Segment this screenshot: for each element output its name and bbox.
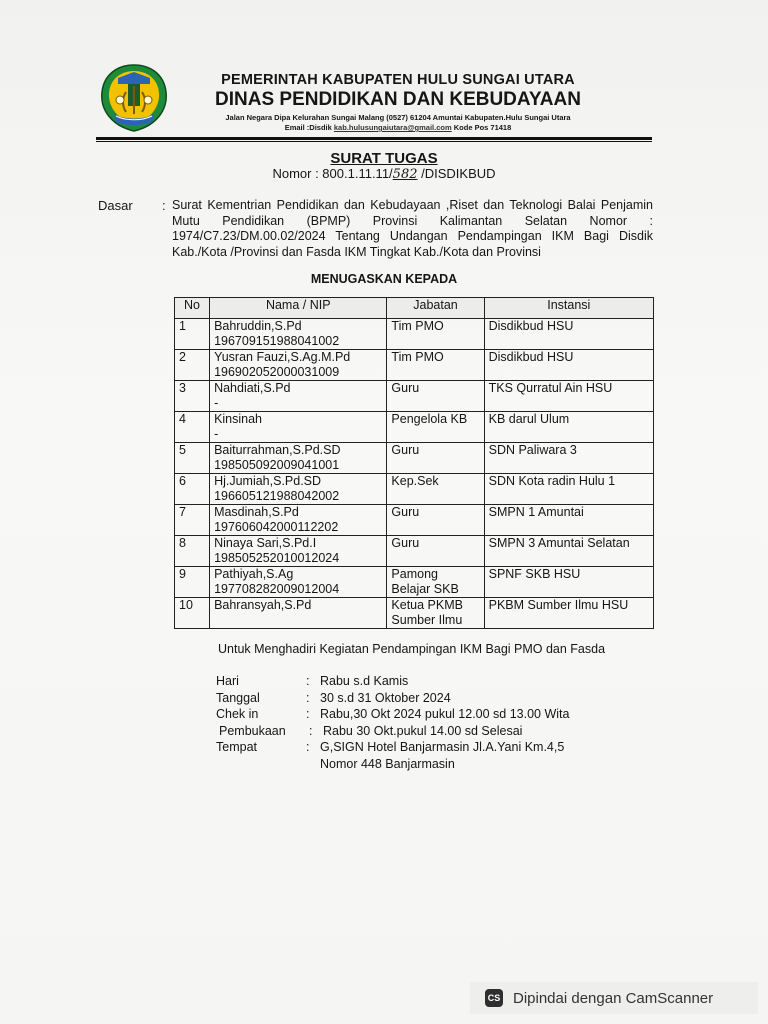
table-row [175, 567, 654, 598]
cell-jabatan-text: Tim PMO [391, 350, 444, 364]
cell-nama-nip-text: 196605121988042002 [214, 489, 340, 503]
cell-nama-nip-text: Pathiyah,S.Ag [214, 567, 294, 581]
table-row [175, 443, 654, 474]
detail-colon [306, 756, 320, 773]
cell-no-text: 2 [179, 350, 186, 364]
detail-colon: : [309, 723, 313, 738]
cell-nama-nip [210, 536, 387, 567]
cell-nama-nip [210, 381, 387, 412]
cell-no-text: 4 [179, 412, 186, 426]
cell-jabatan-text: Kep.Sek [391, 474, 439, 488]
dasar-text: Surat Kementrian Pendidikan dan Kebudayaan ,Riset dan Teknologi Balai Penjamin Mutu Pendidikan (BPMP) Provinsi Kalimantan Selatan Nomor : 1974/C7.23/DM.00.02/2024 Tentang Undangan Pendampingan IKM Bagi Disdik Kab./Kota /Provinsi dan Fasda IKM Tingkat Kab./Kota dan Provinsi [172, 198, 653, 259]
camscanner-icon: CS [485, 989, 503, 1007]
detail-colon: : [306, 707, 310, 722]
cell-no [175, 474, 210, 505]
document-title: SURAT TUGAS [330, 150, 438, 167]
cell-no [175, 412, 210, 443]
cell-nama-nip [210, 443, 387, 474]
cell-jabatan-text: Ketua PKMB Sumber Ilmu [391, 598, 463, 627]
cell-instansi-text: SMPN 3 Amuntai Selatan [488, 536, 630, 550]
detail-value: Nomor 448 Banjarmasin [320, 756, 455, 771]
cell-jabatan-text: Tim PMO [391, 319, 444, 333]
cell-instansi-text: SDN Paliwara 3 [488, 443, 577, 457]
cell-nama-nip-text: 196709151988041002 [214, 334, 340, 348]
cell-jabatan [387, 505, 484, 536]
col-header-instansi: Instansi [484, 298, 653, 319]
cell-nama-nip [210, 319, 387, 350]
letterhead-contact [178, 123, 618, 132]
cell-jabatan-text: Guru [391, 536, 420, 550]
handwritten-number: 582 [392, 167, 418, 182]
cell-instansi [484, 319, 653, 350]
cell-nama-nip-text: Kinsinah [214, 412, 263, 426]
detail-value: Rabu 30 Okt.pukul 14.00 sd Selesai [323, 723, 523, 738]
letterhead-rule-thick [96, 137, 652, 140]
cell-instansi [484, 567, 653, 598]
cell-nama-nip-text: 198505252010012024 [214, 551, 340, 565]
email-label: Email :Disdik [284, 123, 334, 132]
cell-nama-nip-text: Bahransyah,S.Pd [214, 598, 312, 612]
detail-colon: : [306, 690, 310, 705]
cell-nama-nip [210, 474, 387, 505]
cell-jabatan [387, 474, 484, 505]
cell-jabatan [387, 319, 484, 350]
detail-row [216, 690, 643, 707]
cell-no-text: 3 [179, 381, 186, 395]
cell-nama-nip-text: Yusran Fauzi,S.Ag.M.Pd [214, 350, 351, 364]
cell-nama-nip-text: Hj.Jumiah,S.Pd.SD [214, 474, 322, 488]
letterhead-agency: DINAS PENDIDIKAN DAN KEBUDAYAAN [215, 89, 581, 110]
detail-row [216, 723, 643, 740]
col-header-no: No [175, 298, 210, 319]
cell-jabatan [387, 443, 484, 474]
cell-instansi [484, 350, 653, 381]
detail-row [216, 706, 643, 723]
cell-no [175, 350, 210, 381]
table-row [175, 536, 654, 567]
cell-instansi [484, 536, 653, 567]
cell-instansi [484, 598, 653, 629]
assignee-table [174, 297, 654, 629]
detail-value: 30 s.d 31 Oktober 2024 [320, 690, 451, 705]
cell-jabatan [387, 536, 484, 567]
postcode: Kode Pos 71418 [451, 123, 512, 132]
cell-instansi-text: PKBM Sumber Ilmu HSU [488, 598, 629, 612]
cell-instansi [484, 412, 653, 443]
col-header-nama: Nama / NIP [210, 298, 387, 319]
detail-value: G,SIGN Hotel Banjarmasin Jl.A.Yani Km.4,5 [320, 740, 565, 755]
table-row [175, 505, 654, 536]
cell-nama-nip-text: Nahdiati,S.Pd [214, 381, 291, 395]
cell-no [175, 505, 210, 536]
table-header-row [175, 298, 654, 319]
cell-nama-nip-text: 197708282009012004 [214, 582, 340, 596]
camscanner-badge [470, 982, 758, 1014]
detail-label: Tanggal [216, 690, 260, 705]
cell-nama-nip [210, 567, 387, 598]
cell-instansi-text: TKS Qurratul Ain HSU [488, 381, 613, 395]
regency-emblem-icon [98, 62, 170, 134]
cell-instansi-text: Disdikbud HSU [488, 350, 574, 364]
detail-label: Tempat [216, 740, 257, 755]
table-row [175, 319, 654, 350]
cell-nama-nip-text: 196902052000031009 [214, 365, 340, 379]
cell-no [175, 443, 210, 474]
purpose-text: Untuk Menghadiri Kegiatan Pendampingan IKM Bagi PMO dan Fasda [218, 642, 606, 656]
cell-no-text: 1 [179, 319, 186, 333]
cell-jabatan [387, 598, 484, 629]
table-row [175, 474, 654, 505]
detail-label: Pembukaan [219, 723, 286, 738]
table-row [175, 350, 654, 381]
cell-jabatan-text: Guru [391, 443, 420, 457]
table-row [175, 381, 654, 412]
cell-instansi-text: Disdikbud HSU [488, 319, 574, 333]
cell-nama-nip-text: Baiturrahman,S.Pd.SD [214, 443, 341, 457]
detail-label: Chek in [216, 707, 259, 722]
letterhead-government: PEMERINTAH KABUPATEN HULU SUNGAI UTARA [221, 72, 575, 88]
cell-nama-nip-text: Bahruddin,S.Pd [214, 319, 302, 333]
document-number: Nomor : 800.1.11.11/582 /DISDIKBUD [272, 166, 496, 182]
detail-colon: : [306, 674, 310, 688]
cell-no-text: 5 [179, 443, 186, 457]
detail-value: Rabu,30 Okt 2024 pukul 12.00 sd 13.00 Wita [320, 707, 570, 722]
cell-nama-nip [210, 412, 387, 443]
detail-row [216, 756, 643, 773]
cell-jabatan [387, 350, 484, 381]
cell-jabatan [387, 412, 484, 443]
cell-no [175, 319, 210, 350]
cell-no-text: 7 [179, 505, 186, 519]
cell-instansi [484, 505, 653, 536]
cell-instansi-text: SDN Kota radin Hulu 1 [488, 474, 616, 488]
detail-value: Rabu s.d Kamis [320, 674, 409, 688]
cell-no-text: 6 [179, 474, 186, 488]
cell-instansi [484, 474, 653, 505]
cell-no-text: 9 [179, 567, 186, 581]
detail-row [216, 739, 643, 756]
cell-nama-nip-text: Masdinah,S.Pd [214, 505, 299, 519]
cell-jabatan-text: Guru [391, 381, 420, 395]
cell-instansi-text: SMPN 1 Amuntai [488, 505, 584, 519]
detail-label: Hari [216, 674, 239, 688]
detail-colon: : [306, 740, 310, 755]
detail-label [216, 756, 306, 773]
letterhead-rule-thin [96, 141, 652, 142]
event-details [216, 673, 643, 773]
cell-nama-nip-text: Ninaya Sari,S.Pd.I [214, 536, 317, 550]
cell-no-text: 8 [179, 536, 186, 550]
assignment-heading: MENUGASKAN KEPADA [310, 272, 458, 286]
cell-nama-nip-text: - [214, 427, 219, 441]
cell-no [175, 567, 210, 598]
detail-row [216, 673, 643, 690]
cell-nama-nip-text: 198505092009041001 [214, 458, 340, 472]
email-address: kab.hulusungaiutara@gmail.com [333, 123, 452, 132]
cell-nama-nip [210, 598, 387, 629]
cell-nama-nip [210, 350, 387, 381]
cell-no [175, 381, 210, 412]
letterhead [178, 72, 618, 132]
cell-no-text: 10 [179, 598, 193, 612]
col-header-jabatan: Jabatan [387, 298, 484, 319]
cell-instansi-text: KB darul Ulum [488, 412, 570, 426]
cell-instansi [484, 443, 653, 474]
cell-no [175, 598, 210, 629]
dasar-colon: : [162, 198, 166, 213]
cell-nama-nip-text: 197606042000112202 [214, 520, 339, 534]
letterhead-address: Jalan Negara Dipa Kelurahan Sungai Malang (0527) 61204 Amuntai Kabupaten.Hulu Sungai Utara [225, 113, 571, 122]
table-row [175, 598, 654, 629]
cell-no [175, 536, 210, 567]
dasar-label: Dasar [98, 198, 133, 213]
cell-jabatan-text: Guru [391, 505, 420, 519]
camscanner-text: Dipindai dengan CamScanner [513, 989, 714, 1007]
cell-jabatan [387, 567, 484, 598]
cell-jabatan-text: Pengelola KB [391, 412, 468, 426]
cell-nama-nip [210, 505, 387, 536]
table-row [175, 412, 654, 443]
cell-jabatan-text: Pamong Belajar SKB [391, 567, 459, 596]
cell-jabatan [387, 381, 484, 412]
cell-instansi-text: SPNF SKB HSU [488, 567, 581, 581]
cell-nama-nip-text: - [214, 396, 219, 410]
cell-instansi [484, 381, 653, 412]
